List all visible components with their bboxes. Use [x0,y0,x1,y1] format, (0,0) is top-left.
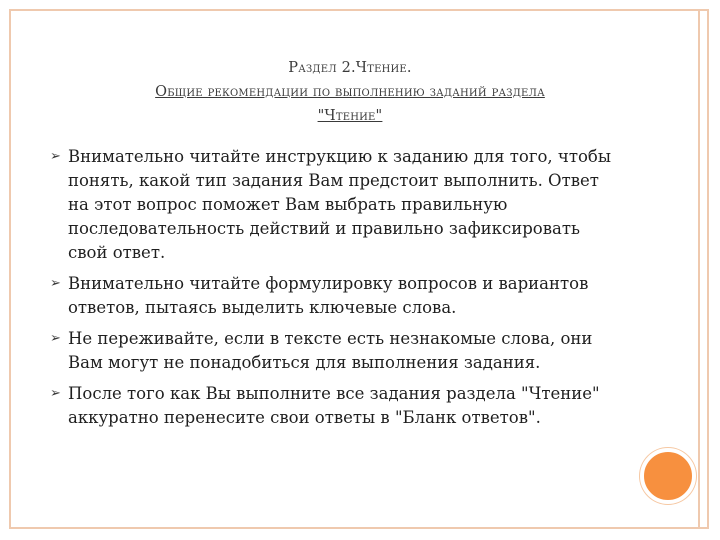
accent-circle [640,448,696,504]
arrow-bullet-icon: ➢ [50,149,61,164]
bullet-text: После того как Вы выполните все задания раздела "Чтение" аккуратно перенесите свои ответы в "Бланк ответов". [68,384,600,427]
arrow-bullet-icon: ➢ [50,331,61,346]
arrow-bullet-icon: ➢ [50,386,61,401]
bullet-list [50,145,620,437]
bullet-item [50,272,620,320]
title-line-recommendations: Общие рекомендации по выполнению заданий раздела [155,84,545,100]
title-line-section: Раздел 2.Чтение. [288,60,412,76]
right-divider-line [698,10,700,528]
bullet-text: Внимательно читайте инструкцию к заданию для того, чтобы понять, какой тип задания Вам предстоит выполнить. Ответ на этот вопрос поможет Вам выбрать правильную последовательность действий и правильно зафиксировать свой ответ. [68,147,611,262]
bullet-item [50,327,620,375]
arrow-bullet-icon: ➢ [50,276,61,291]
bullet-text: Внимательно читайте формулировку вопросов и вариантов ответов, пытаясь выделить ключевые слова. [68,274,589,317]
bullet-text: Не переживайте, если в тексте есть незнакомые слова, они Вам могут не понадобиться для выполнения задания. [68,329,593,372]
title-line-reading: "Чтение" [317,108,383,124]
bullet-item [50,382,620,430]
bullet-item [50,145,620,265]
slide-title [50,56,650,128]
